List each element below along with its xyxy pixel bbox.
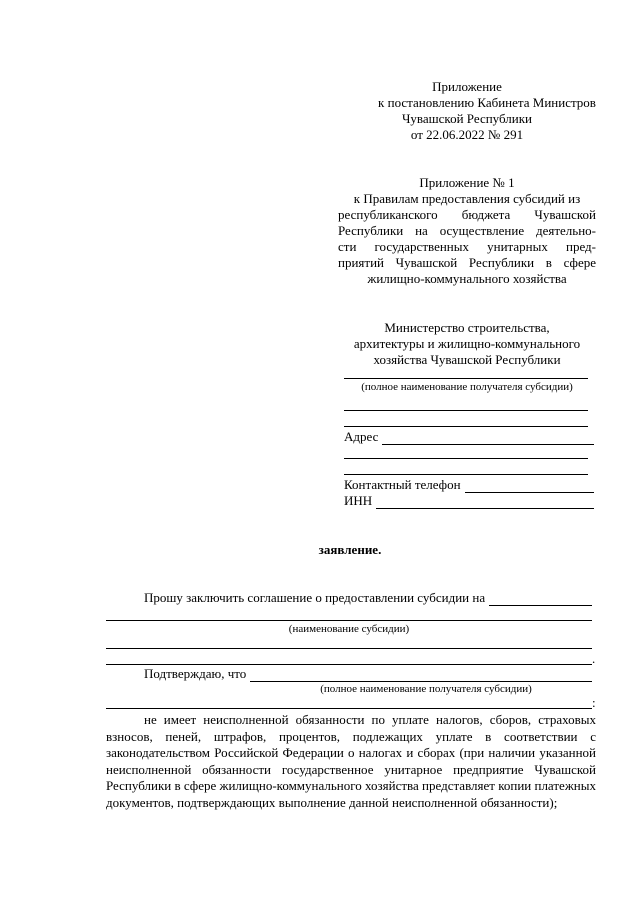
recipient-name-field-2[interactable] bbox=[344, 410, 588, 411]
document-heading: заявление. bbox=[318, 542, 382, 557]
addressee-line: Министерство строительства, bbox=[384, 320, 550, 335]
appendix-line-4: от 22.06.2022 № 291 bbox=[410, 127, 524, 142]
appendix-line-3: Чувашской Республики bbox=[401, 111, 533, 126]
appendix-1-title-block bbox=[338, 175, 596, 191]
address-field-3[interactable] bbox=[344, 474, 588, 475]
address-row bbox=[344, 429, 594, 445]
period-mark: . bbox=[592, 651, 596, 666]
confirm-recipient-caption: (полное наименование получателя субсидии) bbox=[320, 683, 532, 695]
appendix-1-text bbox=[338, 191, 596, 287]
recipient-name-field-3[interactable] bbox=[344, 426, 588, 427]
recipient-caption: (полное наименование получателя субсидии) bbox=[361, 381, 573, 393]
phone-field[interactable] bbox=[465, 480, 594, 493]
address-field[interactable] bbox=[382, 432, 594, 445]
subsidy-caption: (наименование субсидии) bbox=[288, 623, 410, 635]
appendix-1-line: жилищно-коммунального хозяйства bbox=[367, 271, 567, 286]
subsidy-name-field[interactable] bbox=[489, 593, 592, 606]
subsidy-name-field-2[interactable] bbox=[106, 620, 592, 621]
addressee-block bbox=[338, 320, 596, 368]
colon-mark: : bbox=[592, 695, 596, 710]
appendix-1-line: Республики на осуществление деятельно- bbox=[338, 223, 596, 238]
confirm-recipient-field[interactable] bbox=[250, 669, 592, 682]
appendix-header bbox=[338, 79, 596, 143]
appendix-title: Приложение bbox=[432, 79, 502, 94]
inn-field[interactable] bbox=[376, 496, 594, 509]
appendix-1-line: республиканского бюджета Чувашской bbox=[338, 207, 596, 222]
addressee-line: хозяйства Чувашской Республики bbox=[373, 352, 561, 367]
request-row bbox=[144, 590, 592, 606]
request-label: Прошу заключить соглашение о предоставлении субсидии на bbox=[144, 590, 486, 605]
appendix-1-title: Приложение № 1 bbox=[419, 175, 515, 190]
addressee-line: архитектуры и жилищно-коммунального bbox=[353, 336, 581, 351]
appendix-line-2: к постановлению Кабинета Министров bbox=[378, 95, 596, 110]
recipient-name-field[interactable] bbox=[344, 378, 588, 379]
appendix-1-line: к Правилам предоставления субсидий из bbox=[353, 191, 581, 206]
subsidy-name-field-4[interactable] bbox=[106, 664, 592, 665]
appendix-1-line: приятий Чувашской Республики в сфере bbox=[338, 255, 596, 270]
address-label: Адрес bbox=[344, 429, 379, 444]
inn-row bbox=[344, 493, 594, 509]
phone-label: Контактный телефон bbox=[344, 477, 461, 492]
appendix-1-line: сти государственных унитарных пред- bbox=[338, 239, 596, 254]
subsidy-name-field-3[interactable] bbox=[106, 648, 592, 649]
body-paragraph: не имеет неисполненной обязанности по уплате налогов, сборов, страховых взносов, пеней, штрафов, процентов, подлежащих уплате в соответствии с законодательством Российской Федерации о налогах и сборах (при наличии указанной неисполненной обязанности государственное унитарное предприятие Чувашской Республики в сфере жилищно-коммунального хозяйства представляет копии платежных документов, подтверждающих выполнение данной неисполненной обязанности); bbox=[106, 712, 596, 810]
phone-row bbox=[344, 477, 594, 493]
confirm-row bbox=[144, 666, 592, 682]
confirm-recipient-field-2[interactable] bbox=[106, 708, 592, 709]
confirm-label: Подтверждаю, что bbox=[144, 666, 247, 681]
address-field-2[interactable] bbox=[344, 458, 588, 459]
inn-label: ИНН bbox=[344, 493, 373, 508]
